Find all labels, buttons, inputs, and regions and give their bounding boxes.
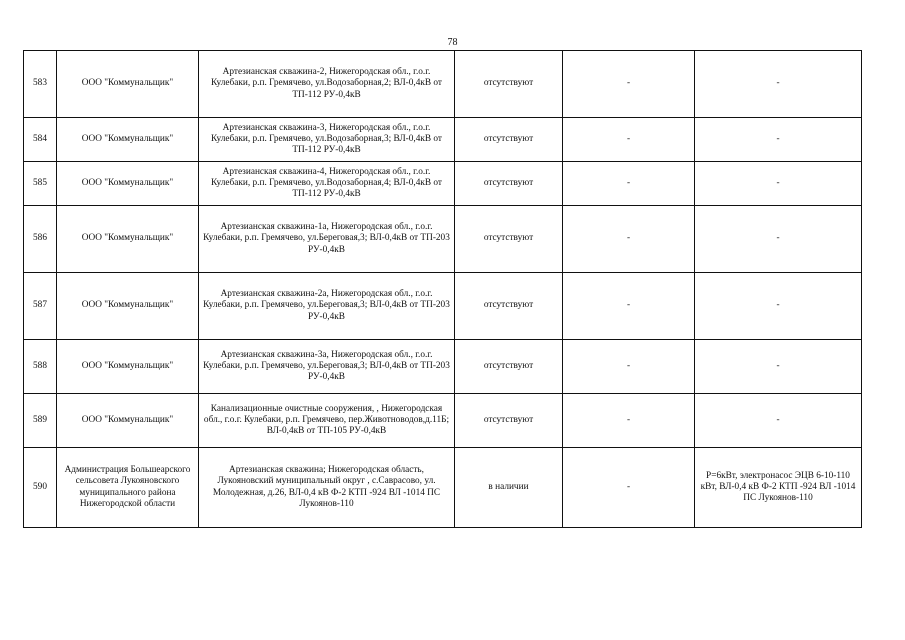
- object-address-cell: Артезианская скважина-2а, Нижегородская обл., г.о.г. Кулебаки, р.п. Гремячево, ул.Береговая,3; ВЛ-0,4кВ от ТП-203 РУ-0,4кВ: [199, 273, 455, 340]
- presence-cell: отсутствуют: [455, 51, 563, 118]
- table-row: [24, 162, 862, 206]
- row-number-cell: 590: [24, 448, 57, 528]
- table-row: [24, 394, 862, 448]
- owner-cell: ООО "Коммунальщик": [57, 118, 199, 162]
- table-row: [24, 51, 862, 118]
- registry-table: [23, 50, 862, 528]
- column-5-cell: -: [563, 118, 695, 162]
- column-6-cell: -: [695, 273, 862, 340]
- column-6-cell: -: [695, 118, 862, 162]
- table-row: [24, 273, 862, 340]
- object-address-cell: Артезианская скважина; Нижегородская область, Лукояновский муниципальный округ , с.Саврасово, ул. Молодежная, д.26, ВЛ-0,4 кВ Ф-2 КТП -924 ВЛ -1014 ПС Лукоянов-110: [199, 448, 455, 528]
- column-6-cell: -: [695, 340, 862, 394]
- owner-cell: ООО "Коммунальщик": [57, 273, 199, 340]
- presence-cell: отсутствуют: [455, 162, 563, 206]
- row-number-cell: 586: [24, 206, 57, 273]
- table-row: [24, 118, 862, 162]
- column-5-cell: -: [563, 51, 695, 118]
- row-number-cell: 589: [24, 394, 57, 448]
- column-6-cell: P=6кВт, электронасос ЭЦВ 6-10-110 кВт, ВЛ-0,4 кВ Ф-2 КТП -924 ВЛ -1014 ПС Лукоянов-110: [695, 448, 862, 528]
- row-number-cell: 584: [24, 118, 57, 162]
- row-number-cell: 583: [24, 51, 57, 118]
- object-address-cell: Артезианская скважина-3, Нижегородская обл., г.о.г. Кулебаки, р.п. Гремячево, ул.Водозаборная,3; ВЛ-0,4кВ от ТП-112 РУ-0,4кВ: [199, 118, 455, 162]
- table-row: [24, 206, 862, 273]
- owner-cell: Администрация Большеарского сельсовета Лукояновского муниципального района Нижегородской области: [57, 448, 199, 528]
- column-6-cell: -: [695, 51, 862, 118]
- column-5-cell: -: [563, 206, 695, 273]
- column-5-cell: -: [563, 394, 695, 448]
- table-row: [24, 340, 862, 394]
- column-6-cell: -: [695, 394, 862, 448]
- presence-cell: отсутствуют: [455, 273, 563, 340]
- column-5-cell: -: [563, 340, 695, 394]
- column-5-cell: -: [563, 448, 695, 528]
- presence-cell: отсутствуют: [455, 394, 563, 448]
- owner-cell: ООО "Коммунальщик": [57, 162, 199, 206]
- object-address-cell: Артезианская скважина-4, Нижегородская обл., г.о.г. Кулебаки, р.п. Гремячево, ул.Водозаборная,4; ВЛ-0,4кВ от ТП-112 РУ-0,4кВ: [199, 162, 455, 206]
- presence-cell: в наличии: [455, 448, 563, 528]
- column-5-cell: -: [563, 162, 695, 206]
- page-number: 78: [447, 37, 458, 48]
- owner-cell: ООО "Коммунальщик": [57, 394, 199, 448]
- column-6-cell: -: [695, 206, 862, 273]
- object-address-cell: Канализационные очистные сооружения, , Нижегородская обл., г.о.г. Кулебаки, р.п. Гремячево, пер.Животноводов,д.11Б; ВЛ-0,4кВ от ТП-105 РУ-0,4кВ: [199, 394, 455, 448]
- presence-cell: отсутствуют: [455, 118, 563, 162]
- object-address-cell: Артезианская скважина-2, Нижегородская обл., г.о.г. Кулебаки, р.п. Гремячево, ул.Водозаборная,2; ВЛ-0,4кВ от ТП-112 РУ-0,4кВ: [199, 51, 455, 118]
- owner-cell: ООО "Коммунальщик": [57, 340, 199, 394]
- owner-cell: ООО "Коммунальщик": [57, 206, 199, 273]
- row-number-cell: 588: [24, 340, 57, 394]
- row-number-cell: 587: [24, 273, 57, 340]
- column-5-cell: -: [563, 273, 695, 340]
- presence-cell: отсутствуют: [455, 340, 563, 394]
- presence-cell: отсутствуют: [455, 206, 563, 273]
- row-number-cell: 585: [24, 162, 57, 206]
- owner-cell: ООО "Коммунальщик": [57, 51, 199, 118]
- column-6-cell: -: [695, 162, 862, 206]
- table-row: [24, 448, 862, 528]
- object-address-cell: Артезианская скважина-3а, Нижегородская обл., г.о.г. Кулебаки, р.п. Гремячево, ул.Береговая,3; ВЛ-0,4кВ от ТП-203 РУ-0,4кВ: [199, 340, 455, 394]
- object-address-cell: Артезианская скважина-1а, Нижегородская обл., г.о.г. Кулебаки, р.п. Гремячево, ул.Береговая,3; ВЛ-0,4кВ от ТП-203 РУ-0,4кВ: [199, 206, 455, 273]
